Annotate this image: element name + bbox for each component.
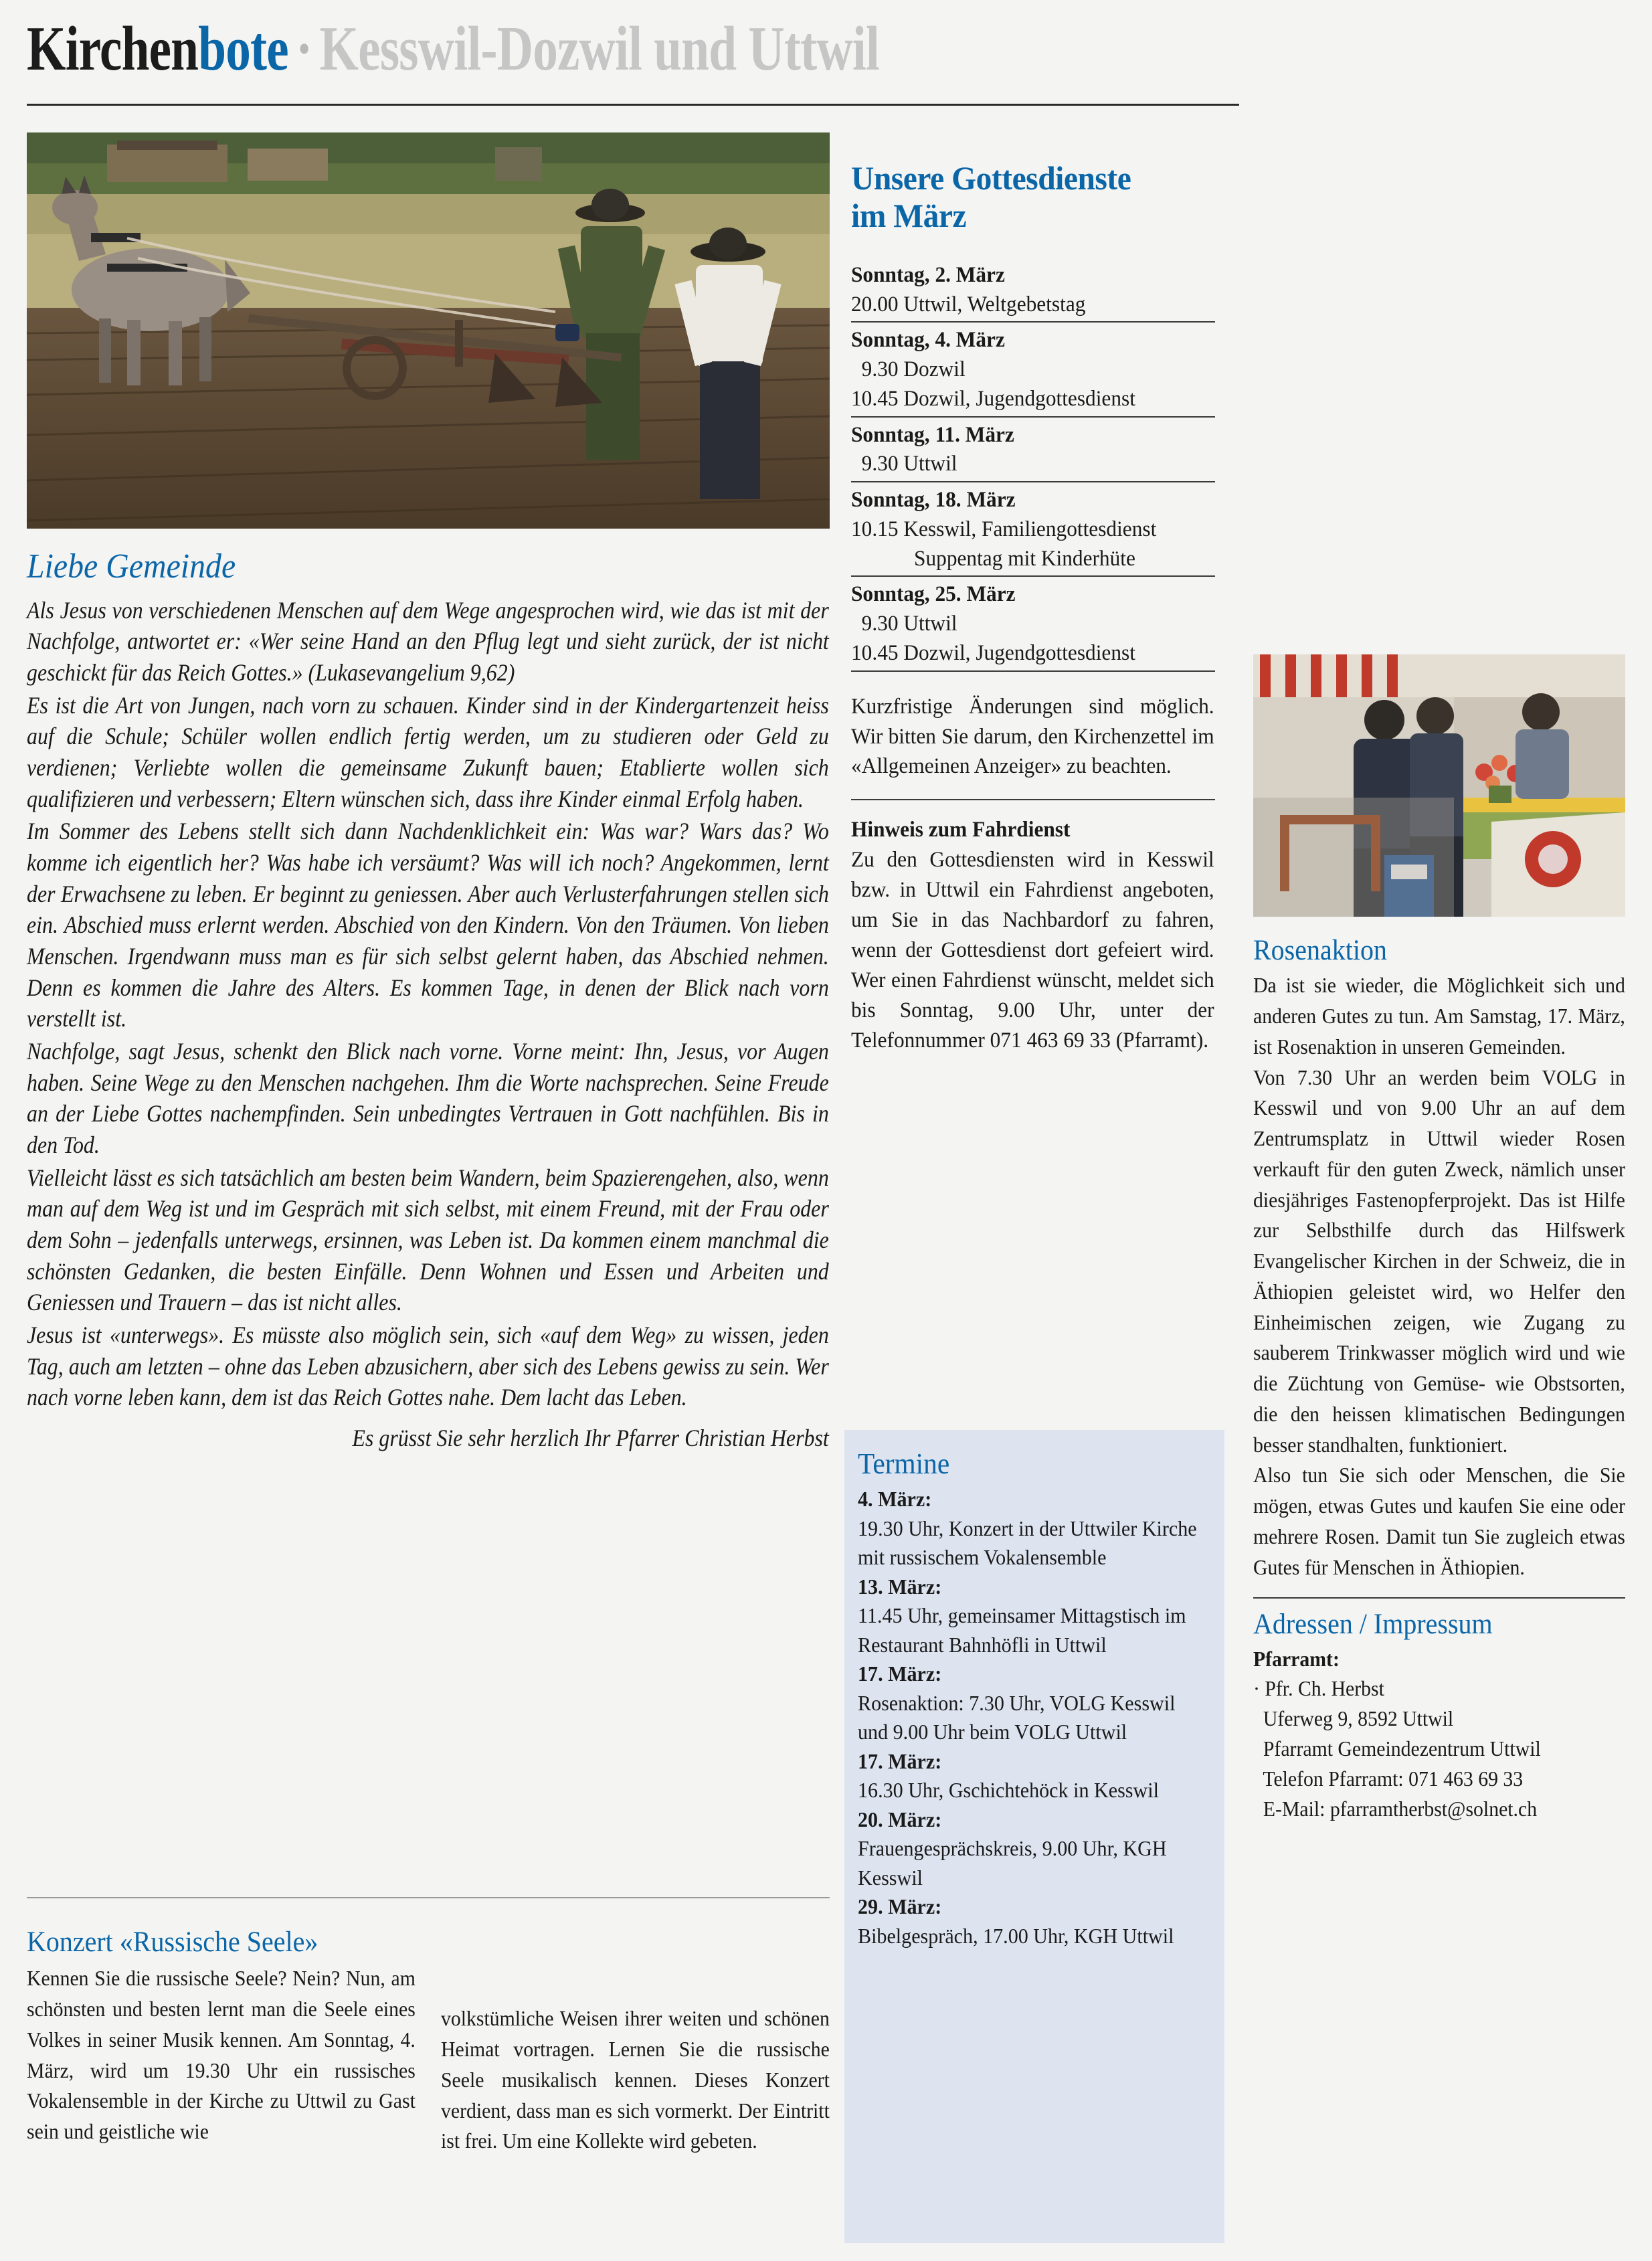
fahrdienst-body: Zu den Gottesdiensten wird in Kesswil bzw. in Uttwil ein Fahrdienst angeboten, um Sie in das Nachbardorf zu fahren, wenn der Gottesdienst dort gefeiert wird. Wer einen Fahrdienst wünscht, meldet sich bis Sonntag, 9.00 Uhr, unter der Telefonnummer 071 463 69 33 (Pfarramt). xyxy=(851,848,1214,1053)
termine-entry xyxy=(858,1485,1211,1572)
masthead-title xyxy=(27,14,990,84)
impressum-label: Pfarramt: xyxy=(1253,1646,1340,1671)
termine-date: 17. März: xyxy=(858,1748,942,1773)
service-date: Sonntag, 2. März xyxy=(851,263,1005,287)
services-heading-line2: im März xyxy=(851,197,967,234)
service-item: 10.15 Kesswil, Familiengottesdienst xyxy=(851,517,1157,541)
rosenaktion-heading: Rosenaktion xyxy=(1253,935,1387,966)
service-item: 9.30 Uttwil xyxy=(851,611,957,636)
termine-text: 16.30 Uhr, Gschichtehöck in Kesswil xyxy=(858,1778,1159,1803)
service-date: Sonntag, 18. März xyxy=(851,488,1016,513)
masthead-title-bote: bote xyxy=(198,14,288,84)
termine-entry xyxy=(858,1572,1211,1660)
termine-text: 11.45 Uhr, gemeinsamer Mittagstisch im Restaurant Bahnhöfli in Uttwil xyxy=(858,1603,1186,1657)
rosenaktion-paragraph: Also tun Sie sich oder Menschen, die Sie mögen, etwas Gutes und kaufen Sie eine oder mehrere Rosen. Damit tun Sie zugleich etwas Gutes für Menschen in Äthiopien. xyxy=(1253,1463,1625,1579)
service-date: Sonntag, 4. März xyxy=(851,328,1005,353)
masthead xyxy=(27,14,1231,98)
editorial-paragraph: Im Sommer des Lebens stellt sich dann Nachdenklichkeit ein: Was war? Wars das? Wo komme ich eigentlich her? Was habe ich versäumt? Was will ich noch? Angekommen, lernt der Erwachsene zu leben. Er beginnt zu geniessen. Aber auch Verlusterfahrungen stellen sich ein. Abschied muss erlernt werden. Abschied von den Kindern. Von den Träumen. Von lieben Menschen. Irgendwann muss man es für sich selbst gelernt haben, das Abschied nehmen. Denn es kommen die Jahre des Alters. Es kommen Tage, in denen der Blick nach vorn verstellt ist. xyxy=(27,818,829,1032)
editorial-signoff: Es grüsst Sie sehr herzlich Ihr Pfarrer Christian Herbst xyxy=(352,1425,829,1452)
service-block xyxy=(851,580,1215,671)
termine-entry xyxy=(858,1805,1211,1893)
service-item: 20.00 Uttwil, Weltgebetstag xyxy=(851,292,1086,316)
masthead-region: Kesswil-Dozwil und Uttwil xyxy=(319,14,880,84)
masthead-separator: · xyxy=(296,14,312,84)
masthead-divider xyxy=(27,104,1239,106)
editorial-heading: Liebe Gemeinde xyxy=(27,547,236,585)
termine-date: 17. März: xyxy=(858,1661,942,1686)
services-column xyxy=(851,159,1215,1055)
termine-date: 29. März: xyxy=(858,1894,942,1919)
termine-text: Frauengesprächskreis, 9.00 Uhr, KGH Kesswil xyxy=(858,1836,1167,1890)
service-item: Suppentag mit Kinderhüte xyxy=(851,546,1135,571)
termine-entry xyxy=(858,1747,1211,1805)
impressum-line: · Pfr. Ch. Herbst xyxy=(1253,1676,1384,1701)
termine-box xyxy=(844,1430,1224,2243)
editorial-body xyxy=(27,595,830,1454)
service-item: 9.30 Dozwil xyxy=(851,357,966,381)
rosenaktion-paragraph: Von 7.30 Uhr an werden beim VOLG in Kesswil und von 9.00 Uhr an auf dem Zentrumsplatz in Uttwil wieder Rosen verkauft für den guten Zweck, nämlich unser diesjähriges Fastenopferprojekt. Das ist Hilfe zur Selbsthilfe durch das Hilfswerk Evangelischer Kirchen in der Schweiz, die in Äthiopien geleistet wird, wo Helfer den Einheimischen zeigen, wie Zugang zu sauberem Trinkwasser möglich wird und wie die Züchtung von Gemüse- wie Obstsorten, die den heissen klimatischen Bedingungen besser standhalten, funktioniert. xyxy=(1253,1065,1625,1457)
roses-photo xyxy=(1253,654,1625,917)
editorial-paragraph: Nachfolge, sagt Jesus, schenkt den Blick nach vorne. Vorne meint: Ihn, Jesus, vor Augen haben. Seine Wege zu den Menschen nachgehen. Ihm die Worte nachsprechen. Seine Freude an der Liebe Gottes nachempfinden. Sein unbedingtes Vertrauen in Gott nachfühlen. Bis in den Tod. xyxy=(27,1038,829,1159)
termine-text: Rosenaktion: 7.30 Uhr, VOLG Kesswil und 9.00 Uhr beim VOLG Uttwil xyxy=(858,1690,1176,1744)
service-block xyxy=(851,261,1215,323)
masthead-title-kirchen: Kirchen xyxy=(27,14,199,84)
impressum-line: Telefon Pfarramt: 071 463 69 33 xyxy=(1253,1766,1524,1791)
impressum-line: Uferweg 9, 8592 Uttwil xyxy=(1253,1706,1454,1731)
konzert-section xyxy=(27,1927,830,2157)
impressum-heading: Adressen / Impressum xyxy=(1253,1609,1493,1641)
termine-text: Bibelgespräch, 17.00 Uhr, KGH Uttwil xyxy=(858,1923,1174,1948)
impressum-line: E-Mail: pfarramtherbst@solnet.ch xyxy=(1253,1796,1538,1821)
roses-photo-illustration xyxy=(1253,654,1625,917)
rosenaktion-paragraph: Da ist sie wieder, die Möglichkeit sich und anderen Gutes zu tun. Am Samstag, 17. März, ist Rosenaktion in unseren Gemeinden. xyxy=(1253,973,1625,1059)
services-note-divider xyxy=(851,799,1215,800)
konzert-column-left xyxy=(27,1963,416,2157)
termine-date: 20. März: xyxy=(858,1807,942,1831)
editorial-divider xyxy=(27,1897,830,1898)
konzert-heading: Konzert «Russische Seele» xyxy=(27,1926,318,1958)
termine-entry xyxy=(858,1892,1211,1951)
impressum-divider xyxy=(1253,1597,1625,1599)
editorial-paragraph: Als Jesus von verschiedenen Menschen auf dem Wege angesprochen wird, wie das ist mit der Nachfolge, antwortet er: «Wer seine Hand an den Pflug legt und sieht zurück, der ist nicht geschickt für das Reich Gottes.» (Lukasevangelium 9,62) xyxy=(27,596,829,686)
plough-photo xyxy=(27,132,830,529)
service-date: Sonntag, 25. März xyxy=(851,582,1016,607)
plough-photo-illustration xyxy=(27,132,830,529)
service-item: 9.30 Uttwil xyxy=(851,452,957,476)
termine-date: 4. März: xyxy=(858,1487,932,1512)
service-item: 10.45 Dozwil, Jugendgottesdienst xyxy=(851,640,1135,665)
konzert-text-left: Kennen Sie die russische Seele? Nein? Nun, am schönsten und besten lernt man die Seele eines Volkes in seiner Musik kennen. Am Sonntag, 4. März, wird um 19.30 Uhr ein russisches Vokalensemble in der Kirche zu Uttwil zu Gast sein und geistliche wie xyxy=(27,1966,416,2144)
termine-heading: Termine xyxy=(858,1447,950,1480)
service-date: Sonntag, 11. März xyxy=(851,422,1014,447)
services-heading-line1: Unsere Gottesdienste xyxy=(851,159,1131,197)
impressum-line: Pfarramt Gemeindezentrum Uttwil xyxy=(1253,1736,1541,1760)
right-column xyxy=(1253,935,1625,1823)
termine-entry xyxy=(858,1659,1211,1747)
service-block xyxy=(851,486,1215,577)
rose-banner xyxy=(1491,812,1625,917)
editorial-column xyxy=(27,549,830,1455)
fahrdienst-heading: Hinweis zum Fahrdienst xyxy=(851,818,1071,842)
editorial-paragraph: Jesus ist «unterwegs». Es müsste also möglich sein, sich «auf dem Weg» zu wissen, jeden Tag, auch am letzten – ohne das Leben abzusichern, aber sich des Lebens gewiss zu sein. Wer nach vorne leben kann, dem ist das Reich Gottes nahe. Dem lacht das Leben. xyxy=(27,1322,829,1411)
services-heading xyxy=(851,159,1197,234)
konzert-column-right xyxy=(441,1963,830,2157)
service-item: 10.45 Dozwil, Jugendgottesdienst xyxy=(851,386,1135,411)
editorial-paragraph: Vielleicht lässt es sich tatsächlich am besten beim Wandern, beim Spazierengehen, also, wenn man auf dem Weg ist und im Gespräch mit sich selbst, mit einem Freund, mit der Frau oder dem Sohn – jedenfalls unterwegs, ersinnen, was Leben ist. Da kommen einem manchmal die schönsten Gedanken, die besten Einfälle. Denn Wohnen und Essen und Arbeiten und Geniessen und Trauern – das ist nicht alles. xyxy=(27,1164,829,1316)
services-note: Kurzfristige Änderungen sind möglich. Wir bitten Sie darum, den Kirchenzettel im «Allgemeinen Anzeiger» zu beachten. xyxy=(851,694,1214,779)
service-block xyxy=(851,421,1215,482)
editorial-paragraph: Es ist die Art von Jungen, nach vorn zu schauen. Kinder sind in der Kindergartenzeit heiss auf die Schule; Schüler wollen endlich fertig werden, um zu studieren oder Geld zu verdienen; Verliebte wollen die gemeinsame Zukunft bauen; Etablierte wollen sich qualifizieren und verbessern; Eltern wünschen sich, dass ihre Kinder einmal Erfolg haben. xyxy=(27,691,829,812)
termine-date: 13. März: xyxy=(858,1574,942,1599)
service-block xyxy=(851,326,1215,417)
konzert-text-right: volkstümliche Weisen ihrer weiten und schönen Heimat vortragen. Lernen Sie die russische Seele musikalisch kennen. Dieses Konzert verdient, dass man es sich vormerkt. Der Eintritt ist frei. Um eine Kollekte wird gebeten. xyxy=(441,2006,830,2153)
termine-text: 19.30 Uhr, Konzert in der Uttwiler Kirche mit russischem Vokalensemble xyxy=(858,1516,1197,1570)
